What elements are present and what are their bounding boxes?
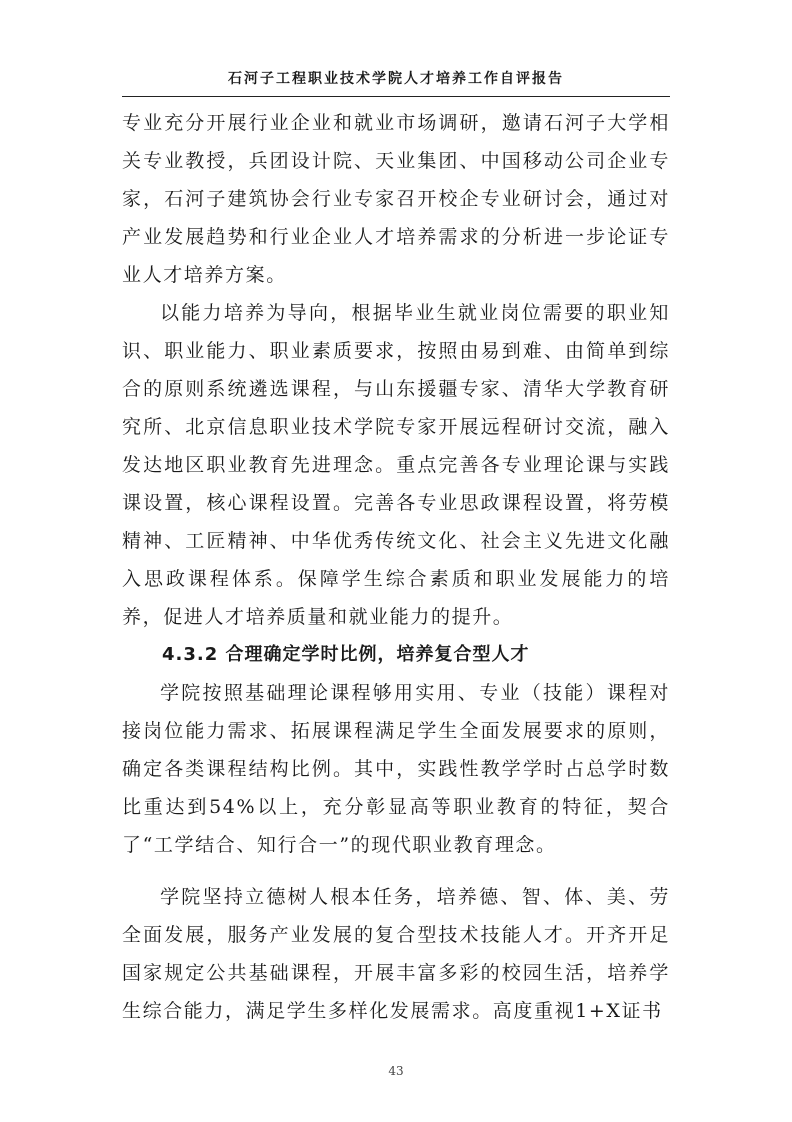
page-number: 43 [388,1064,404,1078]
page-header [122,66,670,97]
paragraph-ability-oriented: 以能力培养为导向，根据毕业生就业岗位需要的职业知识、职业能力、职业素质要求，按照由易到难、由简单到综合的原则系统遴选课程，与山东援疆专家、清华大学教育研究所、北京信息职业技术学院专家开展远程研讨交流，融入发达地区职业教育先进理念。重点完善各专业理论课与实践课设置，核心课程设置。完善各专业思政课程设置，将劳模精神、工匠精神、中华优秀传统文化、社会主义先进文化融入思政课程体系。保障学生综合素质和职业发展能力的培养，促进人才培养质量和就业能力的提升。 [122,302,670,628]
document-body [122,104,670,1030]
header-title: 石河子工程职业技术学院人才培养工作自评报告 [228,71,564,87]
paragraph-moral-education: 学院坚持立德树人根本任务，培养德、智、体、美、劳全面发展，服务产业发展的复合型技术技能人才。开齐开足国家规定公共基础课程，开展丰富多彩的校园生活，培养学生综合能力，满足学生多样化发展需求。高度重视1+X证书 [122,886,670,1022]
paragraph-course-ratio: 学院按照基础理论课程够用实用、专业（技能）课程对接岗位能力需求、拓展课程满足学生全面发展要求的原则，确定各类课程结构比例。其中，实践性教学学时占总学时数比重达到54%以上，充分彰显高等职业教育的特征，契合了“工学结合、知行合一”的现代职业教育理念。 [122,682,670,856]
section-heading: 4.3.2 合理确定学时比例，培养复合型人才 [162,644,530,665]
paragraph-gap [122,864,670,878]
paragraph-continued: 专业充分开展行业企业和就业市场调研，邀请石河子大学相关专业教授，兵团设计院、天业集团、中国移动公司企业专家，石河子建筑协会行业专家召开校企专业研讨会，通过对产业发展趋势和行业企业人才培养需求的分析进一步论证专业人才培养方案。 [122,112,670,286]
